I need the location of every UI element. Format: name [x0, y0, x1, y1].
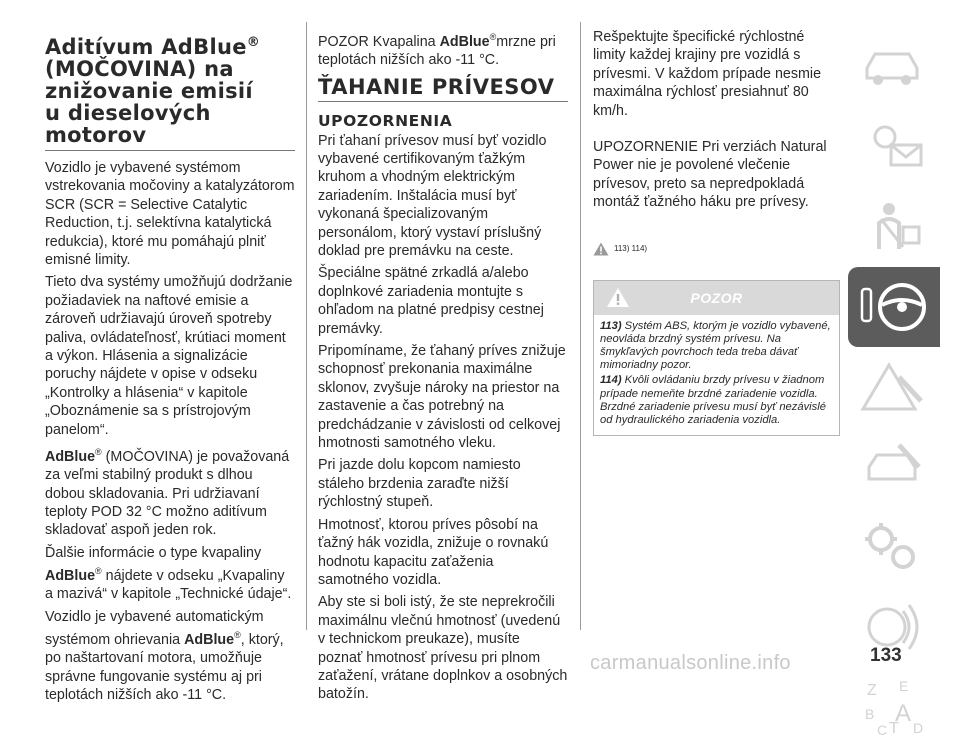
warning-light-icon	[859, 117, 929, 177]
paragraph: UPOZORNENIE Pri verziách Natural Power nie je povolené vlečenie prívesov, preto sa nepredpokladá montáž ťažného háku pre prívesy.	[593, 139, 827, 211]
svg-text:Z: Z	[867, 682, 877, 699]
warning-box-header	[594, 281, 839, 315]
paragraph: Vozidlo je vybavené systémom vstrekovania močoviny a katalyzátorom SCR (SCR = Selective Catalytic Reduction, t.j. selektívna katalytická redukcia), ktoré mu pomáhajú plniť emisné limity.	[45, 160, 295, 269]
paragraph: Pri jazde dolu kopcom namiesto stáleho brzdenia zaraďte nižší rýchlostný stupeň.	[318, 457, 521, 511]
chapter-tab-safety[interactable]	[848, 187, 940, 267]
section-heading-towing: ŤAHANIE PRÍVESOV	[318, 76, 568, 102]
paragraph: AdBlue® (MOČOVINA) je považovaná za veľmi stabilný produkt s dlhou dobou skladovania. Pri udržiavaní teploty POD 32 °C možno aditívum skladovať aspoň jeden rok.	[45, 447, 290, 539]
column-2	[318, 28, 568, 704]
paragraph: Tieto dva systémy umožňujú dodržanie požiadaviek na naftové emisie a zároveň udržiavajú úroveň spotreby paliva, ovládateľnosť, krútiaci moment a výkon. Hlásenia a signalizácie poruchy nájdete v opise v odseku „Kontrolky a hlásenia“ v kapitole „Oboznámenie sa s prístrojovým panelom“.	[45, 274, 293, 438]
chapter-tab-index[interactable]	[848, 667, 940, 747]
chapter-tab-driving[interactable]	[848, 267, 940, 347]
watermark: carmanualsonline.info	[590, 652, 791, 674]
brand-name: AdBlue®	[45, 566, 102, 585]
svg-text:C: C	[877, 722, 888, 738]
svg-text:E: E	[899, 678, 909, 694]
paragraph: POZOR Kvapalina AdBlue®mrzne pri teplotách nižších ako -11 °C.	[318, 32, 556, 69]
warning-triangle-icon	[606, 287, 630, 308]
chapter-sidebar	[848, 27, 940, 747]
paragraph: Špeciálne spätné zrkadlá a/alebo doplnkové zariadenia montujte s ohľadom na platné predpisy cestnej premávky.	[318, 265, 544, 337]
column-divider	[306, 22, 307, 630]
chapter-tab-maintenance[interactable]	[848, 427, 940, 507]
index-icon	[859, 675, 929, 739]
warning-references	[593, 242, 840, 256]
svg-text:A: A	[895, 700, 912, 727]
svg-text:D: D	[913, 720, 924, 736]
subheading-warnings: UPOZORNENIA	[318, 111, 453, 130]
seatbelt-icon	[859, 197, 929, 257]
paragraph: Pri ťahaní prívesov musí byť vozidlo vybavené certifikovaným ťažkým kruhom a vhodným elektrickým zariadením. Inštalácia musí byť vykonaná špecializovaným personálom, ktorý vystaví príslušný doklad pre premávku na ceste.	[318, 132, 547, 260]
paragraph: Aby ste si boli istý, že ste neprekročili maximálnu vlečnú hmotnosť (uvedenú v technickom preukaze), musíte poznať hmotnosť prívesu pri plnom zaťažení, vrátane doplnkov a osobných batožín.	[318, 594, 568, 703]
paragraph: Vozidlo je vybavené automatickým systémom ohrievania AdBlue®, ktorý, po naštartovaní motora, umožňuje správne fungovanie systému aj pri teplotách nižších ako -11 °C.	[45, 608, 284, 704]
warning-title: POZOR	[690, 289, 743, 306]
svg-text:T: T	[889, 720, 899, 737]
brand-name: AdBlue®	[45, 447, 102, 465]
brand-name: AdBlue®	[184, 630, 241, 649]
chapter-tab-car[interactable]	[848, 27, 940, 107]
brand-name: AdBlue®	[439, 32, 497, 50]
warning-triangle-icon	[593, 242, 609, 256]
svg-text:B: B	[865, 706, 875, 722]
column-1	[45, 28, 295, 705]
paragraph: Rešpektujte špecifické rýchlostné limity každej krajiny pre vozidlá s prívesmi. V každom prípade nesmie maximálna rýchlosť presiahnuť 80 km/h.	[593, 29, 822, 119]
car-icon	[859, 42, 929, 92]
chapter-tab-emergency[interactable]	[848, 347, 940, 427]
column-3	[593, 28, 840, 436]
warning-box-body	[594, 315, 839, 436]
paragraph: Pripomíname, že ťahaný príves znižuje schopnosť prekonania maximálne sklonov, zvyšuje nároky na priestor na zastavenie a čas potrebný na predchádzanie v závislosti od celkovej hmotnosti samotného vleku.	[318, 343, 566, 452]
car-repair-icon	[859, 437, 929, 497]
chapter-tab-warning-lights[interactable]	[848, 107, 940, 187]
warning-item: 113) Systém ABS, ktorým je vozidlo vybavené, neovláda brzdný systém prívesu. Na šmykľavých povrchoch teda treba dávať mimoriadny pozor.	[600, 319, 831, 372]
wrench-icon	[859, 357, 929, 417]
paragraph: Ďalšie informácie o type kvapaliny AdBlue® nájdete v odseku „Kvapaliny a mazivá“ v kapitole „Technické údaje“.	[45, 544, 292, 603]
section-heading-adblue: Aditívum AdBlue® (MOČOVINA) na znižovanie emisií u dieselových motorov	[45, 32, 295, 151]
steering-wheel-icon	[856, 277, 932, 337]
column-divider	[580, 22, 581, 630]
paragraph: Hmotnosť, ktorou príves pôsobí na ťažný hák vozidla, znižuje o rovnakú hodnotu kapacitu zaťaženia samotného vozidla.	[318, 516, 549, 588]
warning-item: 114) Kvôli ovládaniu brzdy prívesu v žiadnom prípade nemeňte brzdné zariadenie vozidla. Brzdné zariadenie prívesu musí byť nezávislé od hydraulického zariadenia vozidla.	[600, 374, 826, 427]
warning-box	[593, 280, 840, 437]
chapter-tab-technical-data[interactable]	[848, 507, 940, 587]
reference-link[interactable]: 113) 114)	[614, 244, 648, 254]
page-number: 133	[870, 645, 902, 666]
settings-icon	[859, 517, 929, 577]
